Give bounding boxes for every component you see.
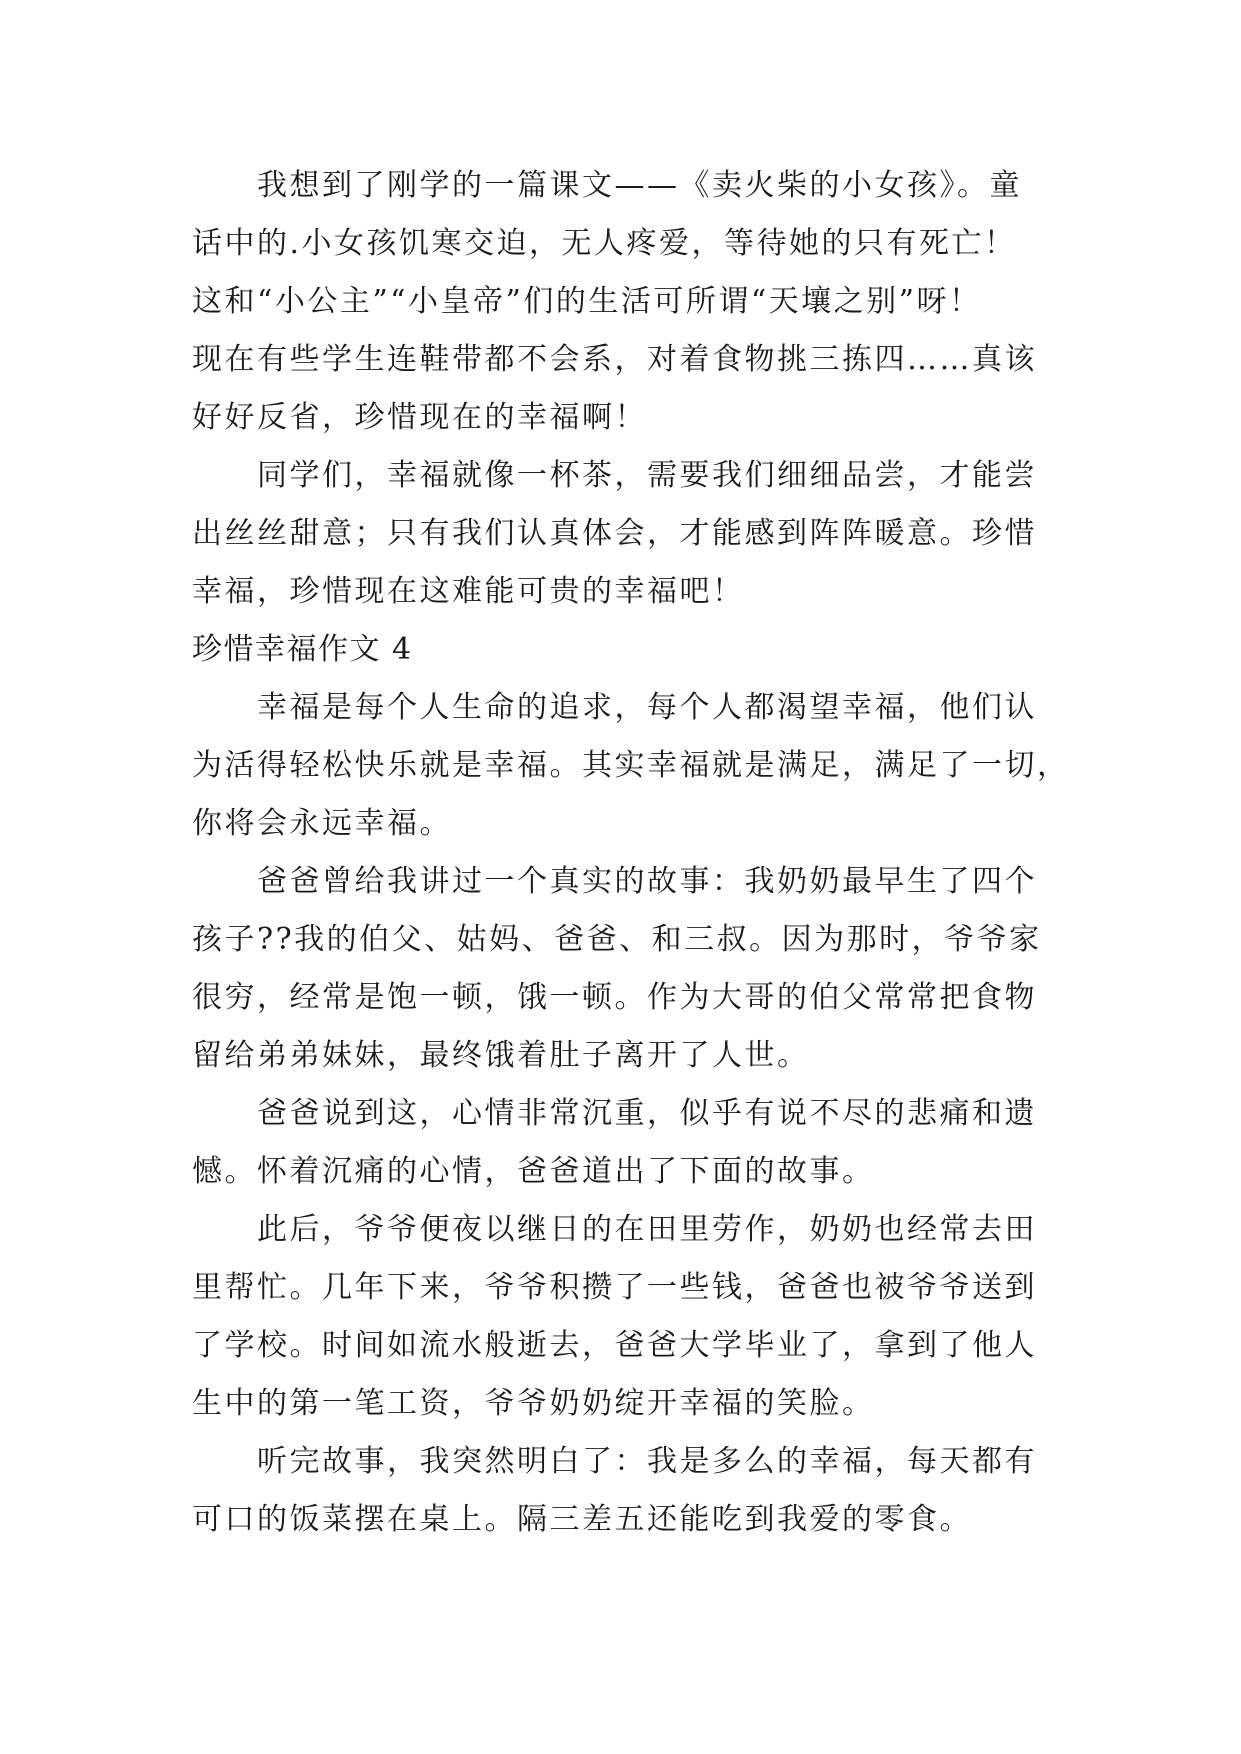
text-line: 此后，爷爷便夜以继日的在田里劳作，奶奶也经常去田 [257,1212,1037,1247]
section-heading: 珍惜幸福作文 4 [192,632,413,667]
text-line: 听完故事，我突然明白了：我是多么的幸福，每天都有 [257,1444,1037,1479]
text-line: 我想到了刚学的一篇课文——《卖火柴的小女孩》。童 [257,168,1022,203]
text-line: 出丝丝甜意；只有我们认真体会，才能感到阵阵暖意。珍惜 [192,516,1037,551]
text-line: 了学校。时间如流水般逝去，爸爸大学毕业了，拿到了他人 [192,1328,1037,1363]
text-line: 里帮忙。几年下来，爷爷积攒了一些钱，爸爸也被爷爷送到 [192,1270,1037,1305]
text-line: 同学们，幸福就像一杯茶，需要我们细细品尝，才能尝 [257,458,1037,493]
text-line: 幸福是每个人生命的追求，每个人都渴望幸福，他们认 [257,690,1037,725]
text-line: 生中的第一笔工资，爷爷奶奶绽开幸福的笑脸。 [192,1386,875,1421]
text-line: 好好反省，珍惜现在的幸福啊！ [192,400,647,435]
text-line: 你将会永远幸福。 [192,806,452,841]
text-line: 憾。怀着沉痛的心情，爸爸道出了下面的故事。 [192,1154,875,1189]
text-line: 这和“小公主”“小皇帝”们的生活可所谓“天壤之别”呀！ [192,284,982,319]
text-line: 留给弟弟妹妹，最终饿着肚子离开了人世。 [192,1038,810,1073]
text-line: 爸爸说到这，心情非常沉重，似乎有说不尽的悲痛和遗 [257,1096,1037,1131]
text-line: 可口的饭菜摆在桌上。隔三差五还能吃到我爱的零食。 [192,1502,972,1537]
text-line: 现在有些学生连鞋带都不会系，对着食物挑三拣四……真该 [192,342,1037,377]
text-line: 爸爸曾给我讲过一个真实的故事：我奶奶最早生了四个 [257,864,1037,899]
text-line: 孩子??我的伯父、姑妈、爸爸、和三叔。因为那时，爷爷家 [192,922,1042,957]
text-line: 很穷，经常是饱一顿，饿一顿。作为大哥的伯父常常把食物 [192,980,1037,1015]
text-line: 幸福，珍惜现在这难能可贵的幸福吧！ [192,574,745,609]
text-line: 话中的.小女孩饥寒交迫，无人疼爱，等待她的只有死亡！ [192,226,1017,261]
text-line: 为活得轻松快乐就是幸福。其实幸福就是满足，满足了一切， [192,748,1070,783]
